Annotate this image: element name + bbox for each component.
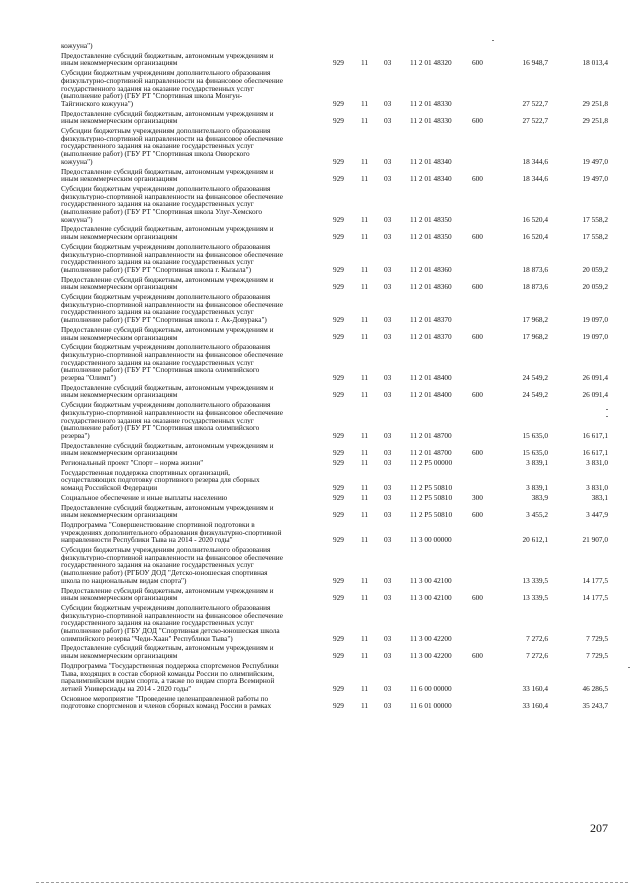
ministry-code: 929 xyxy=(333,683,344,693)
target-article-code: 11 3 00 42100 xyxy=(410,593,452,603)
description-line: кожууна") xyxy=(61,42,93,50)
row-description xyxy=(61,521,329,544)
amount-year-1: 16 948,7 xyxy=(522,58,548,68)
subsection-code: 03 xyxy=(384,510,392,520)
description-line: государственного задания на оказание государственных услуг xyxy=(61,561,254,570)
description-line: государственного задания на оказание государственных услуг xyxy=(61,84,254,93)
ministry-code: 929 xyxy=(333,174,344,184)
target-article-code: 11 2 01 48330 xyxy=(410,116,452,126)
description-line: иным некоммерческим организациям xyxy=(61,175,178,183)
amount-year-1: 3 455,2 xyxy=(526,510,548,520)
ministry-code: 929 xyxy=(333,575,344,585)
target-article-code: 11 2 01 48400 xyxy=(410,390,452,400)
row-description xyxy=(61,442,329,457)
description-line: паралимпийским видам спорта, а также по видам спорта Всемирной xyxy=(61,677,275,685)
scan-speck xyxy=(606,409,608,410)
description-line: физкультурно-спортивной направленности на финансовое обеспечение xyxy=(61,553,283,562)
row-description xyxy=(61,168,329,183)
target-article-code: 11 2 P5 50810 xyxy=(410,510,453,520)
amount-year-2: 17 558,2 xyxy=(582,214,608,224)
ministry-code: 929 xyxy=(333,214,344,224)
subsection-code: 03 xyxy=(384,264,392,274)
subsection-code: 03 xyxy=(384,315,392,325)
amount-year-2: 20 059,2 xyxy=(582,282,608,292)
subsection-code: 03 xyxy=(384,372,392,382)
scan-speck xyxy=(492,40,494,41)
amount-year-2: 19 497,0 xyxy=(582,174,608,184)
section-code: 11 xyxy=(361,156,369,166)
section-code: 11 xyxy=(361,483,369,493)
description-line: (выполнение работ) (ГБУ РТ "Спортивная школа олимпийского xyxy=(61,366,260,374)
description-line: иным некоммерческим организациям xyxy=(61,391,178,400)
subsection-code: 03 xyxy=(384,651,392,661)
ministry-code: 929 xyxy=(333,264,344,274)
amount-year-1: 3 839,1 xyxy=(526,458,548,467)
description-line: государственного задания на оказание государственных услуг xyxy=(61,142,254,151)
ministry-code: 929 xyxy=(333,232,344,242)
subsection-code: 03 xyxy=(384,575,392,585)
subsection-code: 03 xyxy=(384,535,392,545)
description-line: иным некоммерческим организациям xyxy=(61,333,178,342)
section-code: 11 xyxy=(361,633,369,643)
row-description xyxy=(61,42,329,50)
amount-year-2: 14 177,5 xyxy=(582,593,608,603)
subsection-code: 03 xyxy=(384,282,392,292)
ministry-code: 929 xyxy=(333,156,344,166)
amount-year-1: 33 160,4 xyxy=(522,701,548,711)
section-code: 11 xyxy=(361,58,369,68)
description-line: государственного задания на оказание государственных услуг xyxy=(61,200,254,208)
description-line: Предоставление субсидий бюджетным, автономным учреждениям и xyxy=(61,51,274,60)
scan-speck xyxy=(606,416,608,417)
description-line: Подпрограмма "Совершенствование спортивной подготовки в xyxy=(61,520,255,529)
subsection-code: 03 xyxy=(384,332,392,342)
row-description xyxy=(61,459,329,467)
description-line: резерва "Олимп") xyxy=(61,374,116,382)
description-line: кожууна") xyxy=(61,157,93,166)
subsection-code: 03 xyxy=(384,58,392,68)
ministry-code: 929 xyxy=(333,651,344,661)
section-code: 11 xyxy=(361,372,369,382)
amount-year-2: 21 907,0 xyxy=(582,535,608,545)
expense-type-code: 600 xyxy=(472,232,483,242)
expense-type-code: 600 xyxy=(472,390,483,400)
description-line: государственного задания на оказание государственных услуг xyxy=(61,308,254,317)
section-code: 11 xyxy=(361,430,369,440)
ministry-code: 929 xyxy=(333,430,344,440)
section-code: 11 xyxy=(361,282,369,292)
expense-type-code: 600 xyxy=(472,332,483,342)
description-line: физкультурно-спортивной направленности на финансовое обеспечение xyxy=(61,76,283,85)
subsection-code: 03 xyxy=(384,390,392,400)
target-article-code: 11 2 01 48700 xyxy=(410,448,452,458)
amount-year-1: 13 339,5 xyxy=(522,593,548,603)
description-line: Предоставление субсидий бюджетным, автономным учреждениям и xyxy=(61,325,274,334)
expense-type-code: 600 xyxy=(472,593,483,603)
target-article-code: 11 3 00 42100 xyxy=(410,575,452,585)
amount-year-2: 29 251,8 xyxy=(582,98,608,108)
row-description xyxy=(61,52,329,67)
target-article-code: 11 6 00 00000 xyxy=(410,683,452,693)
description-line: Региональный проект "Спорт – норма жизни" xyxy=(61,459,204,467)
ministry-code: 929 xyxy=(333,593,344,603)
row-description xyxy=(61,504,329,519)
ministry-code: 929 xyxy=(333,633,344,643)
section-code: 11 xyxy=(361,683,369,693)
description-line: подготовке спортсменов и членов сборных команд России в рамках xyxy=(61,702,272,710)
bottom-divider xyxy=(36,882,628,883)
amount-year-2: 19 097,0 xyxy=(582,332,608,342)
description-line: физкультурно-спортивной направленности на финансовое обеспечение xyxy=(61,192,283,201)
ministry-code: 929 xyxy=(333,98,344,108)
amount-year-2: 35 243,7 xyxy=(582,701,608,711)
description-line: Социальное обеспечение и иные выплаты населению xyxy=(61,493,228,502)
section-code: 11 xyxy=(361,448,369,458)
amount-year-1: 16 520,4 xyxy=(522,214,548,224)
description-line: (выполнение работ) (РГБОУ ДОД "Детско-юношеская спортивная xyxy=(61,569,268,577)
subsection-code: 03 xyxy=(384,483,392,493)
amount-year-1: 24 549,2 xyxy=(522,372,548,382)
ministry-code: 929 xyxy=(333,390,344,400)
description-line: Предоставление субсидий бюджетным, автономным учреждениям и xyxy=(61,503,274,512)
target-article-code: 11 2 01 48330 xyxy=(410,98,452,108)
description-line: физкультурно-спортивной направленности на финансовое обеспечение xyxy=(61,350,283,359)
subsection-code: 03 xyxy=(384,448,392,458)
ministry-code: 929 xyxy=(333,535,344,545)
amount-year-1: 33 160,4 xyxy=(522,683,548,693)
row-description xyxy=(61,225,329,240)
target-article-code: 11 2 01 48360 xyxy=(410,282,452,292)
target-article-code: 11 2 P5 00000 xyxy=(410,458,453,467)
description-line: (выполнение работ) (ГБУ РТ "Спортивная школа г. Кызыла") xyxy=(61,265,252,274)
row-description xyxy=(61,695,329,710)
description-line: физкультурно-спортивной направленности на финансовое обеспечение xyxy=(61,408,283,417)
subsection-code: 03 xyxy=(384,683,392,693)
row-description xyxy=(61,587,329,602)
row-description xyxy=(61,604,329,643)
row-description xyxy=(61,384,329,399)
expense-type-code: 600 xyxy=(472,58,483,68)
subsection-code: 03 xyxy=(384,98,392,108)
description-line: Субсидии бюджетным учреждениям дополнительного образования xyxy=(61,546,271,554)
description-line: Предоставление субсидий бюджетным, автономным учреждениям и xyxy=(61,383,274,392)
description-line: иным некоммерческим организациям xyxy=(61,283,178,291)
target-article-code: 11 2 01 48400 xyxy=(410,372,452,382)
description-line: (выполнение работ) (ГБУ РТ "Спортивная школа олимпийского xyxy=(61,424,260,432)
row-description xyxy=(61,276,329,291)
description-line: Субсидии бюджетным учреждениям дополнительного образования xyxy=(61,293,271,301)
description-line: иным некоммерческим организациям xyxy=(61,233,178,241)
row-description xyxy=(61,469,329,492)
description-line: Предоставление субсидий бюджетным, автономным учреждениям и xyxy=(61,586,274,595)
amount-year-2: 3 831,0 xyxy=(586,458,608,467)
section-code: 11 xyxy=(361,174,369,184)
description-line: Субсидии бюджетным учреждениям дополнительного образования xyxy=(61,242,271,251)
section-code: 11 xyxy=(361,264,369,274)
description-line: иным некоммерческим организациям xyxy=(61,449,178,457)
amount-year-1: 3 839,1 xyxy=(526,483,548,493)
description-line: Предоставление субсидий бюджетным, автономным учреждениям и xyxy=(61,109,274,118)
description-line: команд Российской Федерации xyxy=(61,484,158,492)
description-line: физкультурно-спортивной направленности на финансовое обеспечение xyxy=(61,134,283,143)
amount-year-1: 15 635,0 xyxy=(522,448,548,458)
section-code: 11 xyxy=(361,701,369,711)
row-description xyxy=(61,662,329,693)
description-line: иным некоммерческим организациям xyxy=(61,652,178,660)
amount-year-1: 17 968,2 xyxy=(522,315,548,325)
page-number: 207 xyxy=(590,821,608,835)
description-line: (выполнение работ) (ГБУ РТ "Спортивная школа Монгун- xyxy=(61,92,243,100)
amount-year-2: 14 177,5 xyxy=(582,575,608,585)
amount-year-1: 15 635,0 xyxy=(522,430,548,440)
description-line: государственного задания на оказание государственных услуг xyxy=(61,416,254,425)
subsection-code: 03 xyxy=(384,633,392,643)
amount-year-2: 16 617,1 xyxy=(582,448,608,458)
amount-year-1: 7 272,6 xyxy=(526,633,548,643)
subsection-code: 03 xyxy=(384,492,392,502)
amount-year-2: 29 251,8 xyxy=(582,116,608,126)
amount-year-1: 27 522,7 xyxy=(522,116,548,126)
description-line: Предоставление субсидий бюджетным, автономным учреждениям и xyxy=(61,225,274,234)
section-code: 11 xyxy=(361,315,369,325)
amount-year-2: 20 059,2 xyxy=(582,264,608,274)
ministry-code: 929 xyxy=(333,448,344,458)
description-line: Субсидии бюджетным учреждениям дополнительного образования xyxy=(61,603,271,612)
target-article-code: 11 2 01 48370 xyxy=(410,315,452,325)
row-description xyxy=(61,326,329,341)
target-article-code: 11 2 01 48360 xyxy=(410,264,452,274)
description-line: направленности Республики Тыва на 2014 - 2020 годы" xyxy=(61,536,233,544)
row-description xyxy=(61,293,329,324)
section-code: 11 xyxy=(361,535,369,545)
expense-type-code: 600 xyxy=(472,174,483,184)
description-line: кожууна") xyxy=(61,215,93,224)
amount-year-2: 18 013,4 xyxy=(582,58,608,68)
description-line: летней Универсиады на 2014 - 2020 годы" xyxy=(61,684,192,693)
description-line: Предоставление субсидий бюджетным, автономным учреждениям и xyxy=(61,644,274,653)
subsection-code: 03 xyxy=(384,430,392,440)
row-description xyxy=(61,69,329,108)
section-code: 11 xyxy=(361,575,369,585)
description-line: Субсидии бюджетным учреждениям дополнительного образования xyxy=(61,184,271,193)
target-article-code: 11 2 P5 50810 xyxy=(410,492,453,502)
description-line: Тыва, входящих в состав сборной команды России по олимпийским, xyxy=(61,669,275,678)
target-article-code: 11 2 01 48340 xyxy=(410,156,452,166)
section-code: 11 xyxy=(361,458,369,467)
subsection-code: 03 xyxy=(384,214,392,224)
row-description xyxy=(61,127,329,166)
ministry-code: 929 xyxy=(333,483,344,493)
row-description xyxy=(61,644,329,659)
amount-year-1: 16 520,4 xyxy=(522,232,548,242)
ministry-code: 929 xyxy=(333,492,344,502)
target-article-code: 11 3 00 42200 xyxy=(410,633,452,643)
description-line: государственного задания на оказание государственных услуг xyxy=(61,619,254,627)
amount-year-2: 19 097,0 xyxy=(582,315,608,325)
amount-year-2: 46 286,5 xyxy=(582,683,608,693)
section-code: 11 xyxy=(361,492,369,502)
section-code: 11 xyxy=(361,593,369,603)
description-line: государственного задания на оказание государственных услуг xyxy=(61,358,254,367)
section-code: 11 xyxy=(361,390,369,400)
description-line: Субсидии бюджетным учреждениям дополнительного образования xyxy=(61,343,271,351)
amount-year-2: 19 497,0 xyxy=(582,156,608,166)
amount-year-1: 18 344,6 xyxy=(522,156,548,166)
ministry-code: 929 xyxy=(333,58,344,68)
subsection-code: 03 xyxy=(384,174,392,184)
description-line: иным некоммерческим организациям xyxy=(61,511,178,519)
amount-year-1: 20 612,1 xyxy=(522,535,548,545)
description-line: физкультурно-спортивной направленности на финансовое обеспечение xyxy=(61,250,283,259)
description-line: (выполнение работ) (ГБУ РТ "Спортивная школа Овюрского xyxy=(61,150,250,158)
amount-year-1: 18 873,6 xyxy=(522,264,548,274)
scan-speck xyxy=(628,667,630,668)
section-code: 11 xyxy=(361,116,369,126)
ministry-code: 929 xyxy=(333,116,344,126)
row-description xyxy=(61,546,329,585)
description-line: школа по национальным видам спорта") xyxy=(61,576,187,585)
amount-year-1: 18 344,6 xyxy=(522,174,548,184)
amount-year-2: 17 558,2 xyxy=(582,232,608,242)
ministry-code: 929 xyxy=(333,372,344,382)
target-article-code: 11 6 01 00000 xyxy=(410,701,452,711)
expense-type-code: 600 xyxy=(472,116,483,126)
section-code: 11 xyxy=(361,332,369,342)
description-line: Субсидии бюджетным учреждениям дополнительного образования xyxy=(61,401,271,409)
amount-year-1: 7 272,6 xyxy=(526,651,548,661)
row-description xyxy=(61,110,329,125)
amount-year-1: 27 522,7 xyxy=(522,98,548,108)
ministry-code: 929 xyxy=(333,282,344,292)
subsection-code: 03 xyxy=(384,593,392,603)
row-description xyxy=(61,401,329,440)
row-description xyxy=(61,494,329,502)
amount-year-1: 383,9 xyxy=(531,492,548,502)
row-description xyxy=(61,185,329,224)
description-line: Субсидии бюджетным учреждениям дополнительного образования xyxy=(61,69,271,77)
subsection-code: 03 xyxy=(384,116,392,126)
description-line: резерва") xyxy=(61,431,90,440)
ministry-code: 929 xyxy=(333,458,344,467)
amount-year-1: 17 968,2 xyxy=(522,332,548,342)
expense-type-code: 600 xyxy=(472,282,483,292)
target-article-code: 11 3 00 42200 xyxy=(410,651,452,661)
section-code: 11 xyxy=(361,98,369,108)
amount-year-2: 7 729,5 xyxy=(586,633,608,643)
description-line: (выполнение работ) (ГБУ РТ "Спортивная школа г. Ак-Довурака") xyxy=(61,316,267,324)
subsection-code: 03 xyxy=(384,156,392,166)
section-code: 11 xyxy=(361,214,369,224)
amount-year-2: 3 831,0 xyxy=(586,483,608,493)
description-line: государственного задания на оказание государственных услуг xyxy=(61,258,254,266)
expense-type-code: 600 xyxy=(472,651,483,661)
amount-year-2: 16 617,1 xyxy=(582,430,608,440)
target-article-code: 11 2 01 48370 xyxy=(410,332,452,342)
target-article-code: 11 2 01 48350 xyxy=(410,232,452,242)
description-line: иным некоммерческим организациям xyxy=(61,117,178,125)
description-line: учреждениях дополнительного образования физкультурно-спортивной xyxy=(61,528,282,537)
amount-year-2: 7 729,5 xyxy=(586,651,608,661)
subsection-code: 03 xyxy=(384,458,392,467)
description-line: (выполнение работ) (ГБУ ДОД "Спортивная детско-юношеская школа xyxy=(61,627,280,635)
section-code: 11 xyxy=(361,510,369,520)
section-code: 11 xyxy=(361,232,369,242)
description-line: Предоставление субсидий бюджетным, автономным учреждениям и xyxy=(61,441,274,450)
amount-year-1: 13 339,5 xyxy=(522,575,548,585)
description-line: олимпийского резерва "Чеди-Хаан" Республики Тыва") xyxy=(61,634,233,643)
description-line: физкультурно-спортивной направленности на финансовое обеспечение xyxy=(61,300,283,309)
description-line: осуществляющих подготовку спортивного резерва для сборных xyxy=(61,476,260,485)
expense-type-code: 300 xyxy=(472,492,483,502)
description-line: (выполнение работ) (ГБУ РТ "Спортивная школа Улуг-Хемского xyxy=(61,208,263,216)
description-line: Предоставление субсидий бюджетным, автономным учреждениям и xyxy=(61,275,274,284)
target-article-code: 11 3 00 00000 xyxy=(410,535,452,545)
amount-year-2: 26 091,4 xyxy=(582,390,608,400)
description-line: физкультурно-спортивной направленности на финансовое обеспечение xyxy=(61,611,283,620)
row-description xyxy=(61,343,329,382)
description-line: Субсидии бюджетным учреждениям дополнительного образования xyxy=(61,127,271,135)
amount-year-1: 18 873,6 xyxy=(522,282,548,292)
target-article-code: 11 2 01 48700 xyxy=(410,430,452,440)
target-article-code: 11 2 01 48350 xyxy=(410,214,452,224)
target-article-code: 11 2 P5 50810 xyxy=(410,483,453,493)
row-description xyxy=(61,243,329,274)
description-line: Государственная поддержка спортивных организаций, xyxy=(61,468,230,477)
ministry-code: 929 xyxy=(333,315,344,325)
amount-year-2: 383,1 xyxy=(591,492,608,502)
section-code: 11 xyxy=(361,651,369,661)
ministry-code: 929 xyxy=(333,510,344,520)
description-line: Основное мероприятие "Проведение целенаправленной работы по xyxy=(61,694,269,703)
description-line: Предоставление субсидий бюджетным, автономным учреждениям и xyxy=(61,167,274,176)
ministry-code: 929 xyxy=(333,332,344,342)
ministry-code: 929 xyxy=(333,701,344,711)
description-line: иным некоммерческим организациям xyxy=(61,594,178,602)
expense-type-code: 600 xyxy=(472,510,483,520)
subsection-code: 03 xyxy=(384,701,392,711)
target-article-code: 11 2 01 48340 xyxy=(410,174,452,184)
target-article-code: 11 2 01 48320 xyxy=(410,58,452,68)
description-line: Подпрограмма "Государственная поддержка спортсменов Республики xyxy=(61,661,279,670)
subsection-code: 03 xyxy=(384,232,392,242)
description-line: Тайгинского кожууна") xyxy=(61,99,134,108)
expense-type-code: 600 xyxy=(472,448,483,458)
amount-year-2: 26 091,4 xyxy=(582,372,608,382)
description-line: иным некоммерческим организациям xyxy=(61,59,178,68)
amount-year-2: 3 447,9 xyxy=(586,510,608,520)
amount-year-1: 24 549,2 xyxy=(522,390,548,400)
